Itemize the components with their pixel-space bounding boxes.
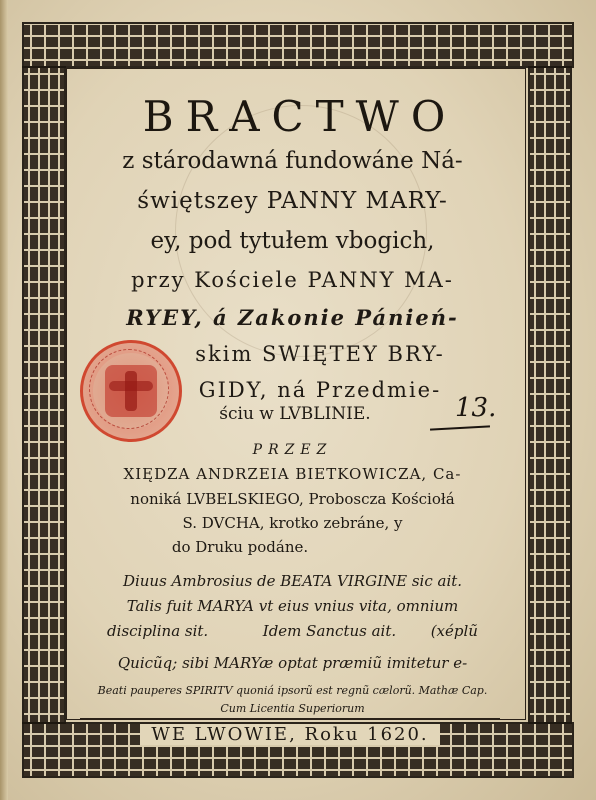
author-line-2: noniká LVBELSKIEGO, Proboscza Kościołá: [130, 490, 455, 508]
title-line-3: ey, pod tytułem vbogich,: [150, 228, 435, 254]
quote-line-3c: (xéplũ: [430, 622, 478, 640]
quote-line-3a: disciplina sit.: [107, 622, 209, 640]
quote-line-5: Beati pauperes SPIRITV quoniá ipsorũ est regnũ cælorũ. Mathæ Cap.: [97, 684, 488, 697]
quote-line-3b: Idem Sanctus ait.: [262, 622, 397, 640]
author-line-3: S. DVCHA, krotko zebráne, y: [182, 514, 403, 532]
byline-przez: PRZEZ: [252, 442, 333, 458]
library-stamp: [80, 340, 182, 442]
page-binding-edge: [0, 0, 8, 800]
handwritten-number: 13.: [455, 393, 497, 423]
quote-line-1: Diuus Ambrosius de BEATA VIRGINE sic ait.: [122, 572, 463, 590]
left-ornament-border: [22, 66, 66, 724]
title-line-1: z stárodawná fundowáne Ná-: [122, 148, 463, 174]
title-line-7: GIDY, ná Przedmie-: [198, 378, 442, 402]
quote-line-2: Talis fuit MARYA vt eius vnius vita, omnium: [126, 597, 459, 615]
quote-line-3: [70, 622, 515, 640]
eagle-emblem-icon: [105, 365, 157, 417]
quote-line-4: Quicũq; sibi MARYæ optat præmiũ imitetur e-: [117, 654, 468, 672]
imprint-rule: [80, 718, 500, 719]
title-line-6: skim SWIĘTEY BRY-: [195, 342, 445, 366]
title-line-4: przy Kościele PANNY MA-: [131, 268, 454, 292]
title-line-2: świętszey PANNY MARY-: [137, 188, 448, 214]
title-line-8: ściu w LVBLINIE.: [219, 404, 371, 424]
right-ornament-border: [528, 66, 572, 724]
title-line-5: RYEY, á Zakonie Pánień-: [126, 305, 459, 330]
top-ornament-border: [22, 22, 574, 68]
imprint-line: WE LWOWIE, Roku 1620.: [140, 724, 440, 745]
author-line-4: do Druku podáne.: [171, 538, 309, 556]
license-line: Cum Licentia Superiorum: [220, 702, 365, 715]
author-line-1: XIĘDZA ANDRZEIA BIETKOWICZA, Ca-: [123, 465, 462, 483]
page-title: BRACTWO: [142, 92, 458, 141]
